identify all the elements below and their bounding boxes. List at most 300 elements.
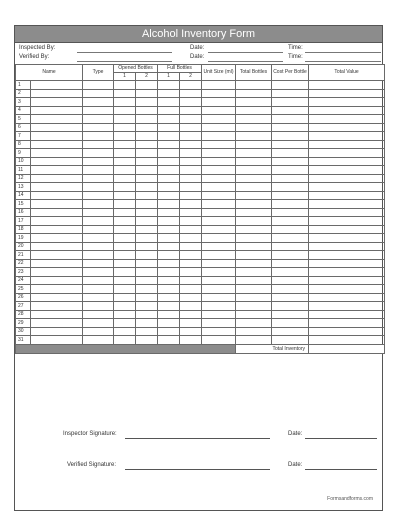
cost-per-bottle-cell[interactable] (272, 319, 309, 328)
date-field-2[interactable] (208, 61, 283, 62)
cost-per-bottle-cell[interactable] (272, 302, 309, 311)
full-1-cell[interactable] (158, 174, 180, 183)
cost-per-bottle-cell[interactable] (272, 268, 309, 277)
total-value-cell[interactable] (309, 89, 385, 98)
opened-1-cell[interactable] (114, 89, 136, 98)
cost-per-bottle-cell[interactable] (272, 140, 309, 149)
total-bottles-cell[interactable] (236, 157, 272, 166)
full-1-cell[interactable] (158, 106, 180, 115)
name-cell[interactable] (31, 123, 83, 132)
type-cell[interactable] (83, 302, 114, 311)
full-1-cell[interactable] (158, 302, 180, 311)
cost-per-bottle-cell[interactable] (272, 259, 309, 268)
type-cell[interactable] (83, 327, 114, 336)
total-value-cell[interactable] (309, 302, 385, 311)
full-2-cell[interactable] (180, 217, 202, 226)
total-bottles-cell[interactable] (236, 293, 272, 302)
unit-size-cell[interactable] (202, 302, 236, 311)
opened-1-cell[interactable] (114, 132, 136, 141)
full-1-cell[interactable] (158, 217, 180, 226)
total-bottles-cell[interactable] (236, 225, 272, 234)
full-2-cell[interactable] (180, 132, 202, 141)
unit-size-cell[interactable] (202, 81, 236, 90)
name-cell[interactable] (31, 225, 83, 234)
unit-size-cell[interactable] (202, 251, 236, 260)
name-cell[interactable] (31, 149, 83, 158)
opened-1-cell[interactable] (114, 225, 136, 234)
opened-1-cell[interactable] (114, 183, 136, 192)
opened-1-cell[interactable] (114, 149, 136, 158)
name-cell[interactable] (31, 157, 83, 166)
total-bottles-cell[interactable] (236, 276, 272, 285)
opened-2-cell[interactable] (136, 336, 158, 345)
total-bottles-cell[interactable] (236, 302, 272, 311)
opened-2-cell[interactable] (136, 217, 158, 226)
total-bottles-cell[interactable] (236, 166, 272, 175)
type-cell[interactable] (83, 106, 114, 115)
unit-size-cell[interactable] (202, 293, 236, 302)
unit-size-cell[interactable] (202, 98, 236, 107)
type-cell[interactable] (83, 310, 114, 319)
unit-size-cell[interactable] (202, 149, 236, 158)
inspector-date-field[interactable] (305, 438, 377, 439)
unit-size-cell[interactable] (202, 319, 236, 328)
full-1-cell[interactable] (158, 327, 180, 336)
unit-size-cell[interactable] (202, 157, 236, 166)
opened-2-cell[interactable] (136, 225, 158, 234)
name-cell[interactable] (31, 140, 83, 149)
full-1-cell[interactable] (158, 200, 180, 209)
name-cell[interactable] (31, 115, 83, 124)
full-1-cell[interactable] (158, 234, 180, 243)
total-value-cell[interactable] (309, 276, 385, 285)
opened-1-cell[interactable] (114, 310, 136, 319)
total-inventory-field[interactable] (309, 344, 385, 353)
total-value-cell[interactable] (309, 191, 385, 200)
name-cell[interactable] (31, 234, 83, 243)
full-1-cell[interactable] (158, 293, 180, 302)
total-bottles-cell[interactable] (236, 81, 272, 90)
name-cell[interactable] (31, 81, 83, 90)
unit-size-cell[interactable] (202, 132, 236, 141)
opened-1-cell[interactable] (114, 217, 136, 226)
cost-per-bottle-cell[interactable] (272, 200, 309, 209)
verified-by-field[interactable] (77, 61, 172, 62)
total-bottles-cell[interactable] (236, 310, 272, 319)
cost-per-bottle-cell[interactable] (272, 251, 309, 260)
full-2-cell[interactable] (180, 327, 202, 336)
full-1-cell[interactable] (158, 208, 180, 217)
full-1-cell[interactable] (158, 183, 180, 192)
opened-1-cell[interactable] (114, 327, 136, 336)
unit-size-cell[interactable] (202, 327, 236, 336)
full-2-cell[interactable] (180, 200, 202, 209)
cost-per-bottle-cell[interactable] (272, 89, 309, 98)
unit-size-cell[interactable] (202, 336, 236, 345)
opened-2-cell[interactable] (136, 106, 158, 115)
total-bottles-cell[interactable] (236, 208, 272, 217)
total-bottles-cell[interactable] (236, 106, 272, 115)
total-bottles-cell[interactable] (236, 319, 272, 328)
full-2-cell[interactable] (180, 242, 202, 251)
total-bottles-cell[interactable] (236, 259, 272, 268)
cost-per-bottle-cell[interactable] (272, 106, 309, 115)
total-bottles-cell[interactable] (236, 123, 272, 132)
unit-size-cell[interactable] (202, 268, 236, 277)
inspected-by-field[interactable] (77, 52, 172, 53)
opened-2-cell[interactable] (136, 98, 158, 107)
opened-1-cell[interactable] (114, 336, 136, 345)
total-bottles-cell[interactable] (236, 217, 272, 226)
type-cell[interactable] (83, 200, 114, 209)
total-bottles-cell[interactable] (236, 89, 272, 98)
type-cell[interactable] (83, 217, 114, 226)
name-cell[interactable] (31, 327, 83, 336)
full-2-cell[interactable] (180, 174, 202, 183)
total-bottles-cell[interactable] (236, 242, 272, 251)
total-bottles-cell[interactable] (236, 327, 272, 336)
cost-per-bottle-cell[interactable] (272, 276, 309, 285)
total-value-cell[interactable] (309, 123, 385, 132)
name-cell[interactable] (31, 285, 83, 294)
total-value-cell[interactable] (309, 149, 385, 158)
unit-size-cell[interactable] (202, 140, 236, 149)
total-bottles-cell[interactable] (236, 174, 272, 183)
full-1-cell[interactable] (158, 310, 180, 319)
time-field-2[interactable] (305, 61, 381, 62)
total-value-cell[interactable] (309, 174, 385, 183)
total-value-cell[interactable] (309, 81, 385, 90)
cost-per-bottle-cell[interactable] (272, 115, 309, 124)
full-1-cell[interactable] (158, 268, 180, 277)
unit-size-cell[interactable] (202, 276, 236, 285)
type-cell[interactable] (83, 225, 114, 234)
opened-1-cell[interactable] (114, 157, 136, 166)
type-cell[interactable] (83, 285, 114, 294)
total-value-cell[interactable] (309, 242, 385, 251)
full-2-cell[interactable] (180, 115, 202, 124)
cost-per-bottle-cell[interactable] (272, 174, 309, 183)
full-2-cell[interactable] (180, 259, 202, 268)
type-cell[interactable] (83, 183, 114, 192)
total-value-cell[interactable] (309, 336, 385, 345)
cost-per-bottle-cell[interactable] (272, 132, 309, 141)
type-cell[interactable] (83, 293, 114, 302)
full-2-cell[interactable] (180, 225, 202, 234)
full-2-cell[interactable] (180, 310, 202, 319)
opened-2-cell[interactable] (136, 191, 158, 200)
opened-2-cell[interactable] (136, 149, 158, 158)
total-value-cell[interactable] (309, 106, 385, 115)
full-1-cell[interactable] (158, 157, 180, 166)
cost-per-bottle-cell[interactable] (272, 234, 309, 243)
cost-per-bottle-cell[interactable] (272, 183, 309, 192)
unit-size-cell[interactable] (202, 310, 236, 319)
opened-2-cell[interactable] (136, 259, 158, 268)
opened-2-cell[interactable] (136, 276, 158, 285)
unit-size-cell[interactable] (202, 106, 236, 115)
full-1-cell[interactable] (158, 166, 180, 175)
full-1-cell[interactable] (158, 123, 180, 132)
unit-size-cell[interactable] (202, 191, 236, 200)
total-value-cell[interactable] (309, 115, 385, 124)
full-2-cell[interactable] (180, 166, 202, 175)
type-cell[interactable] (83, 157, 114, 166)
type-cell[interactable] (83, 259, 114, 268)
opened-1-cell[interactable] (114, 234, 136, 243)
unit-size-cell[interactable] (202, 174, 236, 183)
type-cell[interactable] (83, 174, 114, 183)
full-2-cell[interactable] (180, 106, 202, 115)
cost-per-bottle-cell[interactable] (272, 336, 309, 345)
type-cell[interactable] (83, 191, 114, 200)
total-value-cell[interactable] (309, 268, 385, 277)
total-value-cell[interactable] (309, 327, 385, 336)
full-2-cell[interactable] (180, 81, 202, 90)
opened-2-cell[interactable] (136, 183, 158, 192)
type-cell[interactable] (83, 89, 114, 98)
total-bottles-cell[interactable] (236, 234, 272, 243)
cost-per-bottle-cell[interactable] (272, 166, 309, 175)
total-value-cell[interactable] (309, 132, 385, 141)
opened-1-cell[interactable] (114, 115, 136, 124)
total-value-cell[interactable] (309, 259, 385, 268)
total-value-cell[interactable] (309, 208, 385, 217)
type-cell[interactable] (83, 319, 114, 328)
name-cell[interactable] (31, 268, 83, 277)
total-bottles-cell[interactable] (236, 98, 272, 107)
name-cell[interactable] (31, 98, 83, 107)
cost-per-bottle-cell[interactable] (272, 149, 309, 158)
full-1-cell[interactable] (158, 149, 180, 158)
name-cell[interactable] (31, 217, 83, 226)
full-2-cell[interactable] (180, 98, 202, 107)
total-value-cell[interactable] (309, 285, 385, 294)
cost-per-bottle-cell[interactable] (272, 208, 309, 217)
full-2-cell[interactable] (180, 89, 202, 98)
full-2-cell[interactable] (180, 208, 202, 217)
type-cell[interactable] (83, 123, 114, 132)
full-1-cell[interactable] (158, 89, 180, 98)
opened-2-cell[interactable] (136, 285, 158, 294)
full-1-cell[interactable] (158, 225, 180, 234)
total-value-cell[interactable] (309, 98, 385, 107)
full-1-cell[interactable] (158, 115, 180, 124)
full-2-cell[interactable] (180, 336, 202, 345)
type-cell[interactable] (83, 166, 114, 175)
name-cell[interactable] (31, 302, 83, 311)
opened-1-cell[interactable] (114, 293, 136, 302)
name-cell[interactable] (31, 174, 83, 183)
full-1-cell[interactable] (158, 251, 180, 260)
opened-1-cell[interactable] (114, 191, 136, 200)
unit-size-cell[interactable] (202, 183, 236, 192)
total-bottles-cell[interactable] (236, 149, 272, 158)
opened-1-cell[interactable] (114, 268, 136, 277)
full-1-cell[interactable] (158, 336, 180, 345)
opened-2-cell[interactable] (136, 208, 158, 217)
opened-2-cell[interactable] (136, 132, 158, 141)
full-1-cell[interactable] (158, 132, 180, 141)
full-1-cell[interactable] (158, 81, 180, 90)
opened-2-cell[interactable] (136, 174, 158, 183)
total-value-cell[interactable] (309, 217, 385, 226)
unit-size-cell[interactable] (202, 123, 236, 132)
type-cell[interactable] (83, 81, 114, 90)
full-1-cell[interactable] (158, 191, 180, 200)
full-1-cell[interactable] (158, 242, 180, 251)
full-1-cell[interactable] (158, 259, 180, 268)
opened-1-cell[interactable] (114, 251, 136, 260)
type-cell[interactable] (83, 98, 114, 107)
total-value-cell[interactable] (309, 157, 385, 166)
cost-per-bottle-cell[interactable] (272, 242, 309, 251)
full-2-cell[interactable] (180, 140, 202, 149)
total-bottles-cell[interactable] (236, 268, 272, 277)
cost-per-bottle-cell[interactable] (272, 81, 309, 90)
cost-per-bottle-cell[interactable] (272, 191, 309, 200)
cost-per-bottle-cell[interactable] (272, 157, 309, 166)
full-2-cell[interactable] (180, 276, 202, 285)
full-2-cell[interactable] (180, 149, 202, 158)
opened-2-cell[interactable] (136, 89, 158, 98)
unit-size-cell[interactable] (202, 115, 236, 124)
full-2-cell[interactable] (180, 293, 202, 302)
full-1-cell[interactable] (158, 140, 180, 149)
full-2-cell[interactable] (180, 285, 202, 294)
total-bottles-cell[interactable] (236, 336, 272, 345)
name-cell[interactable] (31, 251, 83, 260)
cost-per-bottle-cell[interactable] (272, 225, 309, 234)
type-cell[interactable] (83, 234, 114, 243)
opened-2-cell[interactable] (136, 310, 158, 319)
verifier-signature-field[interactable] (125, 469, 270, 470)
name-cell[interactable] (31, 336, 83, 345)
opened-1-cell[interactable] (114, 174, 136, 183)
total-bottles-cell[interactable] (236, 251, 272, 260)
name-cell[interactable] (31, 200, 83, 209)
unit-size-cell[interactable] (202, 89, 236, 98)
full-2-cell[interactable] (180, 319, 202, 328)
total-value-cell[interactable] (309, 310, 385, 319)
opened-2-cell[interactable] (136, 81, 158, 90)
total-value-cell[interactable] (309, 293, 385, 302)
unit-size-cell[interactable] (202, 208, 236, 217)
opened-2-cell[interactable] (136, 157, 158, 166)
full-1-cell[interactable] (158, 98, 180, 107)
full-2-cell[interactable] (180, 191, 202, 200)
total-bottles-cell[interactable] (236, 140, 272, 149)
name-cell[interactable] (31, 242, 83, 251)
verifier-date-field[interactable] (305, 469, 377, 470)
unit-size-cell[interactable] (202, 242, 236, 251)
unit-size-cell[interactable] (202, 285, 236, 294)
opened-1-cell[interactable] (114, 285, 136, 294)
cost-per-bottle-cell[interactable] (272, 327, 309, 336)
name-cell[interactable] (31, 208, 83, 217)
type-cell[interactable] (83, 276, 114, 285)
name-cell[interactable] (31, 166, 83, 175)
opened-1-cell[interactable] (114, 98, 136, 107)
opened-2-cell[interactable] (136, 200, 158, 209)
opened-2-cell[interactable] (136, 115, 158, 124)
full-2-cell[interactable] (180, 234, 202, 243)
name-cell[interactable] (31, 259, 83, 268)
full-1-cell[interactable] (158, 319, 180, 328)
total-value-cell[interactable] (309, 183, 385, 192)
total-bottles-cell[interactable] (236, 132, 272, 141)
opened-2-cell[interactable] (136, 319, 158, 328)
opened-2-cell[interactable] (136, 268, 158, 277)
opened-2-cell[interactable] (136, 140, 158, 149)
type-cell[interactable] (83, 140, 114, 149)
name-cell[interactable] (31, 191, 83, 200)
total-bottles-cell[interactable] (236, 191, 272, 200)
opened-1-cell[interactable] (114, 123, 136, 132)
total-value-cell[interactable] (309, 200, 385, 209)
full-1-cell[interactable] (158, 276, 180, 285)
name-cell[interactable] (31, 319, 83, 328)
full-2-cell[interactable] (180, 268, 202, 277)
total-value-cell[interactable] (309, 319, 385, 328)
name-cell[interactable] (31, 132, 83, 141)
opened-2-cell[interactable] (136, 234, 158, 243)
opened-1-cell[interactable] (114, 208, 136, 217)
full-2-cell[interactable] (180, 123, 202, 132)
cost-per-bottle-cell[interactable] (272, 310, 309, 319)
opened-1-cell[interactable] (114, 140, 136, 149)
total-value-cell[interactable] (309, 234, 385, 243)
inspector-signature-field[interactable] (125, 438, 270, 439)
type-cell[interactable] (83, 251, 114, 260)
type-cell[interactable] (83, 242, 114, 251)
full-2-cell[interactable] (180, 157, 202, 166)
name-cell[interactable] (31, 293, 83, 302)
opened-1-cell[interactable] (114, 302, 136, 311)
type-cell[interactable] (83, 149, 114, 158)
date-field-1[interactable] (208, 52, 283, 53)
opened-1-cell[interactable] (114, 81, 136, 90)
total-bottles-cell[interactable] (236, 200, 272, 209)
opened-2-cell[interactable] (136, 251, 158, 260)
type-cell[interactable] (83, 115, 114, 124)
opened-1-cell[interactable] (114, 166, 136, 175)
opened-2-cell[interactable] (136, 242, 158, 251)
name-cell[interactable] (31, 106, 83, 115)
cost-per-bottle-cell[interactable] (272, 293, 309, 302)
total-bottles-cell[interactable] (236, 285, 272, 294)
opened-2-cell[interactable] (136, 166, 158, 175)
total-bottles-cell[interactable] (236, 115, 272, 124)
opened-2-cell[interactable] (136, 302, 158, 311)
full-1-cell[interactable] (158, 285, 180, 294)
opened-1-cell[interactable] (114, 276, 136, 285)
type-cell[interactable] (83, 336, 114, 345)
total-value-cell[interactable] (309, 251, 385, 260)
cost-per-bottle-cell[interactable] (272, 217, 309, 226)
opened-2-cell[interactable] (136, 293, 158, 302)
unit-size-cell[interactable] (202, 217, 236, 226)
type-cell[interactable] (83, 208, 114, 217)
unit-size-cell[interactable] (202, 200, 236, 209)
total-value-cell[interactable] (309, 225, 385, 234)
opened-2-cell[interactable] (136, 327, 158, 336)
cost-per-bottle-cell[interactable] (272, 123, 309, 132)
opened-1-cell[interactable] (114, 106, 136, 115)
unit-size-cell[interactable] (202, 225, 236, 234)
opened-1-cell[interactable] (114, 242, 136, 251)
total-value-cell[interactable] (309, 166, 385, 175)
